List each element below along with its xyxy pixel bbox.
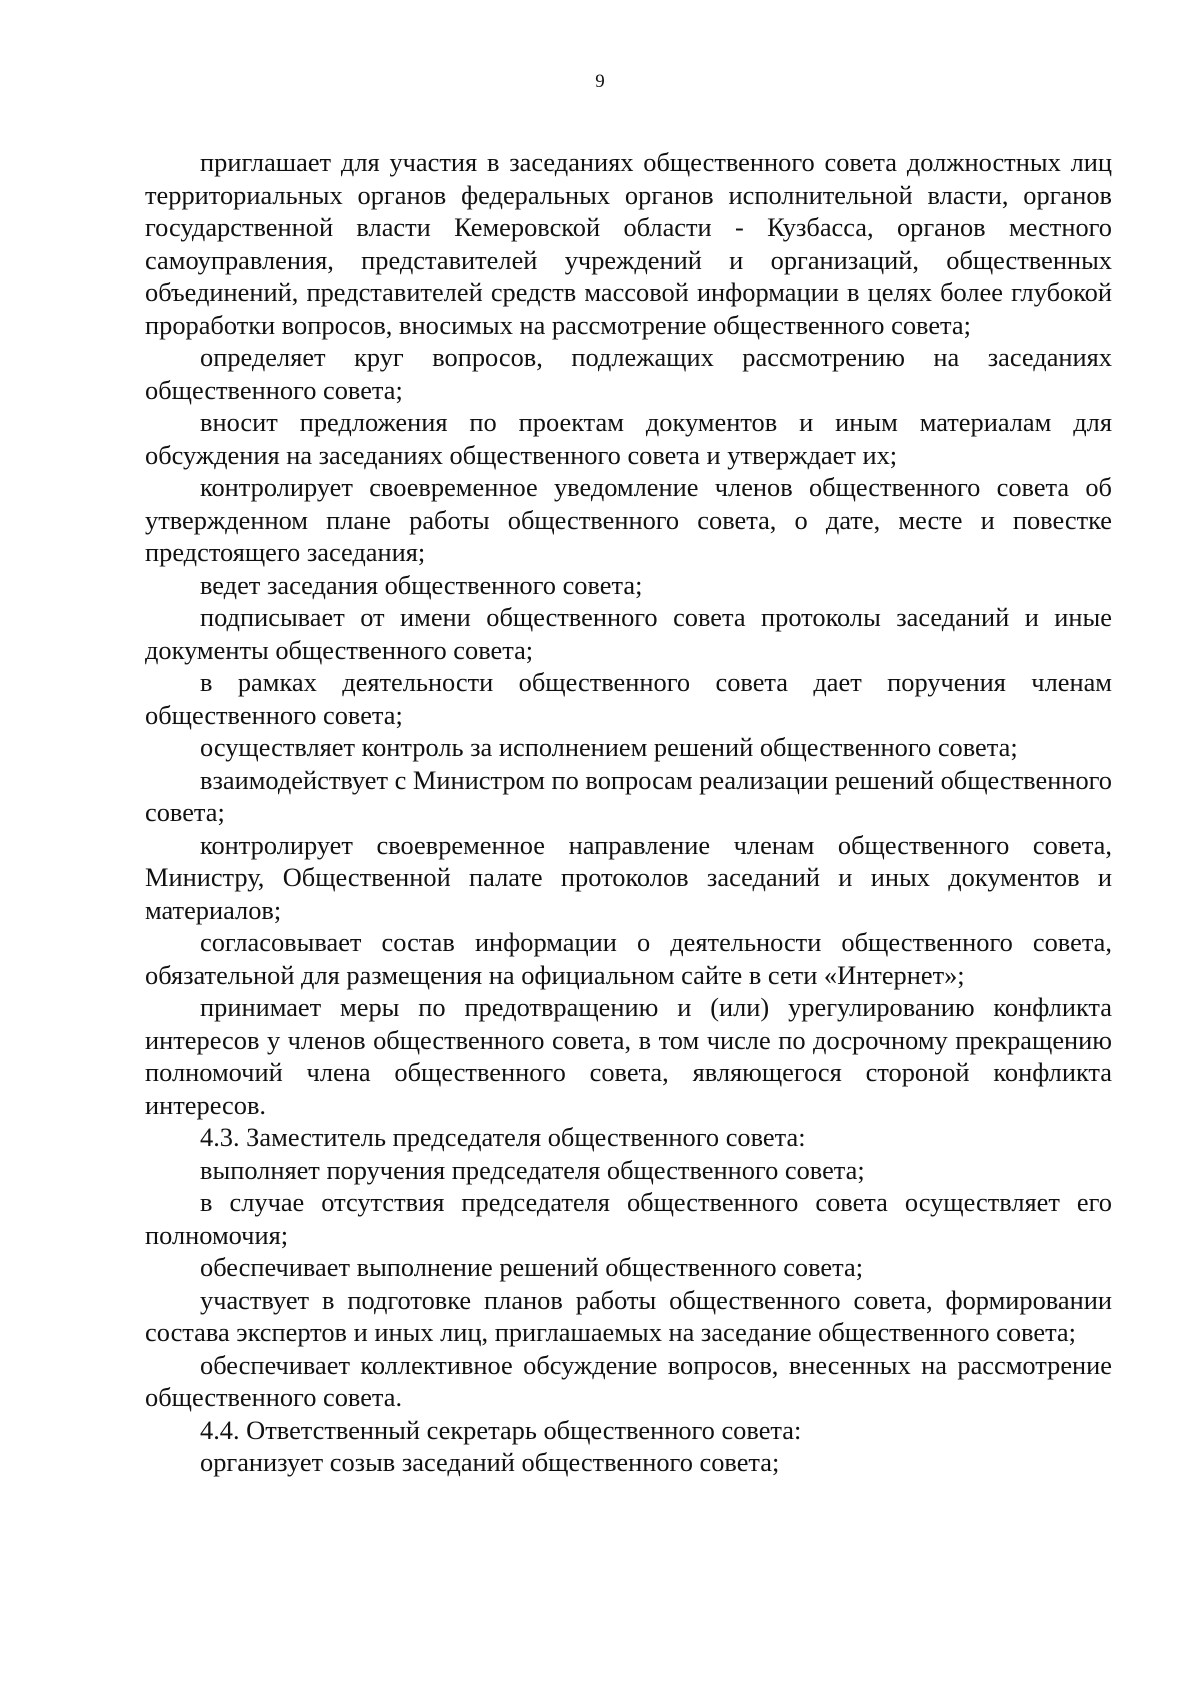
paragraph: контролирует своевременное уведомление членов общественного совета об утвержденном плане работы общественного совета, о дате, месте и повестке предстоящего заседания; <box>145 472 1112 567</box>
paragraph: подписывает от имени общественного совета протоколы заседаний и иные документы общественного совета; <box>145 602 1112 665</box>
paragraph: обеспечивает коллективное обсуждение вопросов, внесенных на рассмотрение общественного совета. <box>145 1349 1112 1412</box>
section-heading-4-4: 4.4. Ответственный секретарь общественного совета: <box>200 1414 802 1445</box>
paragraph: организует созыв заседаний общественного совета; <box>200 1447 780 1477</box>
paragraph: обеспечивает выполнение решений общественного совета; <box>200 1252 864 1282</box>
paragraph: определяет круг вопросов, подлежащих рассмотрению на заседаниях общественного совета; <box>145 342 1112 405</box>
paragraph: вносит предложения по проектам документов и иным материалам для обсуждения на заседаниях общественного совета и утверждает их; <box>145 407 1112 470</box>
paragraph: в рамках деятельности общественного совета дает поручения членам общественного совета; <box>145 667 1112 730</box>
paragraph: приглашает для участия в заседаниях общественного совета должностных лиц территориальных органов федеральных органов исполнительной власти, органов государственной власти Кемеровской области - Кузбасса, органов местного самоуправления, представителей учреждений и организаций, общественных объединений, представителей средств массовой информации в целях более глубокой проработки вопросов, вносимых на рассмотрение общественного совета; <box>145 147 1112 340</box>
document-body <box>145 146 1112 1479</box>
paragraph: осуществляет контроль за исполнением решений общественного совета; <box>200 732 1018 762</box>
paragraph: в случае отсутствия председателя общественного совета осуществляет его полномочия; <box>145 1187 1112 1250</box>
paragraph: контролирует своевременное направление членам общественного совета, Министру, Общественной палате протоколов заседаний и иных документов и материалов; <box>145 829 1112 925</box>
paragraph: ведет заседания общественного совета; <box>200 569 643 600</box>
paragraph: принимает меры по предотвращению и (или) урегулированию конфликта интересов у членов общественного совета, в том числе по досрочному прекращению полномочий члена общественного совета, являющегося стороной конфликта интересов. <box>145 992 1112 1120</box>
paragraph: выполняет поручения председателя общественного совета; <box>200 1154 865 1185</box>
paragraph: участвует в подготовке планов работы общественного совета, формировании состава экспертов и иных лиц, приглашаемых на заседание общественного совета; <box>145 1284 1112 1347</box>
page-number: 9 <box>595 71 605 92</box>
paragraph: взаимодействует с Министром по вопросам реализации решений общественного совета; <box>145 764 1112 827</box>
paragraph: согласовывает состав информации о деятельности общественного совета, обязательной для размещения на официальном сайте в сети «Интернет»; <box>145 927 1112 990</box>
section-heading-4-3: 4.3. Заместитель председателя общественного совета: <box>200 1122 806 1152</box>
